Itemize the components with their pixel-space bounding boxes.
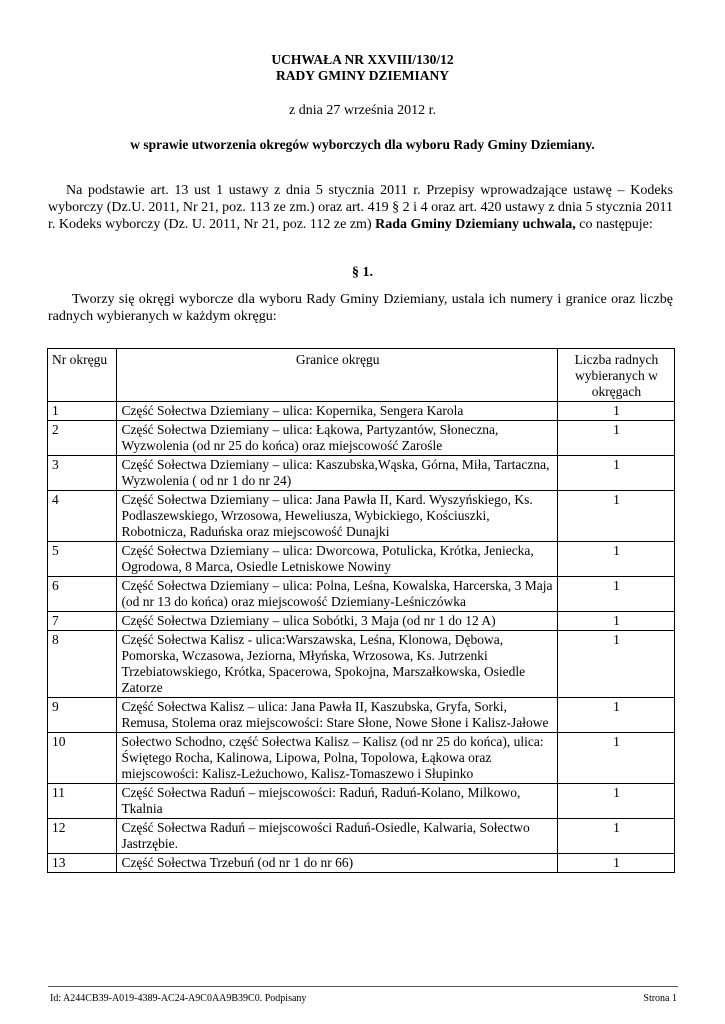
preamble-tail: co następuje: bbox=[579, 217, 653, 232]
district-boundaries: Część Sołectwa Dziemiany – ulica: Jana Pawła II, Kard. Wyszyńskiego, Ks. Podlaszewskiego, Wrzosowa, Heweliusza, Wybickiego, Kościuszki, Robotnicza, Raduńska oraz miejscowość Dunajki bbox=[117, 491, 557, 542]
header-liczba: Liczba radnych wybieranych w okręgach bbox=[557, 349, 674, 402]
district-number: 7 bbox=[48, 612, 117, 631]
district-boundaries: Część Sołectwa Dziemiany – ulica: Kopernika, Sengera Karola bbox=[117, 402, 557, 421]
table-row bbox=[48, 577, 675, 612]
table-header-row bbox=[48, 349, 675, 402]
footer-divider bbox=[48, 986, 678, 987]
district-boundaries: Część Sołectwa Kalisz – ulica: Jana Pawła II, Kaszubska, Gryfa, Sorki, Remusa, Stolema oraz miejscowości: Stare Słone, Nowe Słone i Kalisz-Jałowe bbox=[117, 698, 557, 733]
district-number: 3 bbox=[48, 456, 117, 491]
resolution-subject: w sprawie utworzenia okregów wyborczych dla wyboru Rady Gminy Dziemiany. bbox=[130, 137, 595, 152]
district-number: 10 bbox=[48, 733, 117, 784]
district-number: 5 bbox=[48, 542, 117, 577]
preamble-text: Na podstawie art. 13 ust 1 ustawy z dnia 5 stycznia 2011 r. Przepisy wprowadzające ustawę – Kodeks wyborczy (Dz.U. 2011, Nr 21, poz. 113 ze zm.) oraz art. 419 § 2 i 4 oraz art. 420 ustawy z dnia 5 stycznia 2011 r. Kodeks wyborczy (Dz. U. 2011, Nr 21, poz. 112 ze zm) bbox=[48, 183, 673, 232]
district-boundaries: Część Sołectwa Dziemiany – ulica: Dworcowa, Potulicka, Krótka, Jeniecka, Ogrodowa, 8 Marca, Osiedle Letniskowe Nowiny bbox=[117, 542, 557, 577]
header-granice: Granice okręgu bbox=[117, 349, 557, 402]
councillor-count: 1 bbox=[557, 854, 674, 873]
table-row bbox=[48, 491, 675, 542]
district-boundaries: Część Sołectwa Kalisz - ulica:Warszawska, Leśna, Klonowa, Dębowa, Pomorska, Wczasowa, Jeziorna, Młyńska, Wrzosowa, Ks. Jutrzenki Trzebiatowskiego, Krótka, Spacerowa, Spokojna, Marszałkowska, Osiedle Zatorze bbox=[117, 631, 557, 698]
district-boundaries: Część Sołectwa Dziemiany – ulica: Łąkowa, Partyzantów, Słoneczna, Wyzwolenia (od nr 25 do końca) oraz miejscowość Zarośle bbox=[117, 421, 557, 456]
section-text: Tworzy się okręgi wyborcze dla wyboru Rady Gminy Dziemiany, ustala ich numery i granice oraz liczbę radnych wybieranych w każdym okręgu: bbox=[48, 292, 673, 324]
table-body bbox=[48, 402, 675, 873]
councillor-count: 1 bbox=[557, 631, 674, 698]
councillor-count: 1 bbox=[557, 698, 674, 733]
table-row bbox=[48, 421, 675, 456]
councillor-count: 1 bbox=[557, 456, 674, 491]
table-row bbox=[48, 698, 675, 733]
table-row bbox=[48, 402, 675, 421]
district-boundaries: Część Sołectwa Dziemiany – ulica: Kaszubska,Wąska, Górna, Miła, Tartaczna, Wyzwolenia ( od nr 1 do nr 24) bbox=[117, 456, 557, 491]
table-row bbox=[48, 854, 675, 873]
footer-page-number: Strona 1 bbox=[643, 993, 677, 1004]
councillor-count: 1 bbox=[557, 542, 674, 577]
councillor-count: 1 bbox=[557, 733, 674, 784]
district-boundaries: Część Sołectwa Trzebuń (od nr 1 do nr 66) bbox=[117, 854, 557, 873]
table-row bbox=[48, 456, 675, 491]
district-number: 13 bbox=[48, 854, 117, 873]
table-row bbox=[48, 733, 675, 784]
resolution-title: UCHWAŁA NR XXVIII/130/12 bbox=[271, 52, 454, 67]
district-number: 1 bbox=[48, 402, 117, 421]
table-row bbox=[48, 819, 675, 854]
district-number: 12 bbox=[48, 819, 117, 854]
district-number: 11 bbox=[48, 784, 117, 819]
district-boundaries: Część Sołectwa Dziemiany – ulica Sobótki, 3 Maja (od nr 1 do 12 A) bbox=[117, 612, 557, 631]
table-row bbox=[48, 542, 675, 577]
preamble-bold: Rada Gminy Dziemiany uchwala, bbox=[375, 217, 576, 232]
table-row bbox=[48, 612, 675, 631]
district-boundaries: Sołectwo Schodno, część Sołectwa Kalisz – Kalisz (od nr 25 do końca), ulica: Świętego Rocha, Kalinowa, Lipowa, Polna, Topolowa, Łąkowa oraz miejscowości: Kalisz-Leżuchowo, Kalisz-Tomaszewo i Słupinko bbox=[117, 733, 557, 784]
district-boundaries: Część Sołectwa Raduń – miejscowości: Raduń, Raduń-Kolano, Milkowo, Tkalnia bbox=[117, 784, 557, 819]
section-label: § 1. bbox=[352, 265, 373, 280]
councillor-count: 1 bbox=[557, 491, 674, 542]
preamble-paragraph bbox=[48, 182, 673, 233]
table-row bbox=[48, 784, 675, 819]
section-paragraph bbox=[48, 291, 673, 325]
district-number: 2 bbox=[48, 421, 117, 456]
header-nr: Nr okręgu bbox=[48, 349, 117, 402]
councillor-count: 1 bbox=[557, 819, 674, 854]
councillor-count: 1 bbox=[557, 577, 674, 612]
councillor-count: 1 bbox=[557, 421, 674, 456]
table-row bbox=[48, 631, 675, 698]
footer-document-id: Id: A244CB39-A019-4389-AC24-A9C0AA9B39C0. Podpisany bbox=[50, 993, 307, 1004]
district-number: 9 bbox=[48, 698, 117, 733]
councillor-count: 1 bbox=[557, 402, 674, 421]
councillor-count: 1 bbox=[557, 784, 674, 819]
district-number: 4 bbox=[48, 491, 117, 542]
district-boundaries: Część Sołectwa Raduń – miejscowości Raduń-Osiedle, Kalwaria, Sołectwo Jastrzębie. bbox=[117, 819, 557, 854]
council-name: RADY GMINY DZIEMIANY bbox=[276, 68, 449, 83]
resolution-date: z dnia 27 września 2012 r. bbox=[289, 103, 436, 118]
district-number: 8 bbox=[48, 631, 117, 698]
district-number: 6 bbox=[48, 577, 117, 612]
councillor-count: 1 bbox=[557, 612, 674, 631]
districts-table bbox=[47, 348, 675, 873]
district-boundaries: Część Sołectwa Dziemiany – ulica: Polna, Leśna, Kowalska, Harcerska, 3 Maja (od nr 13 do końca) oraz miejscowość Dziemiany-Leśniczówka bbox=[117, 577, 557, 612]
